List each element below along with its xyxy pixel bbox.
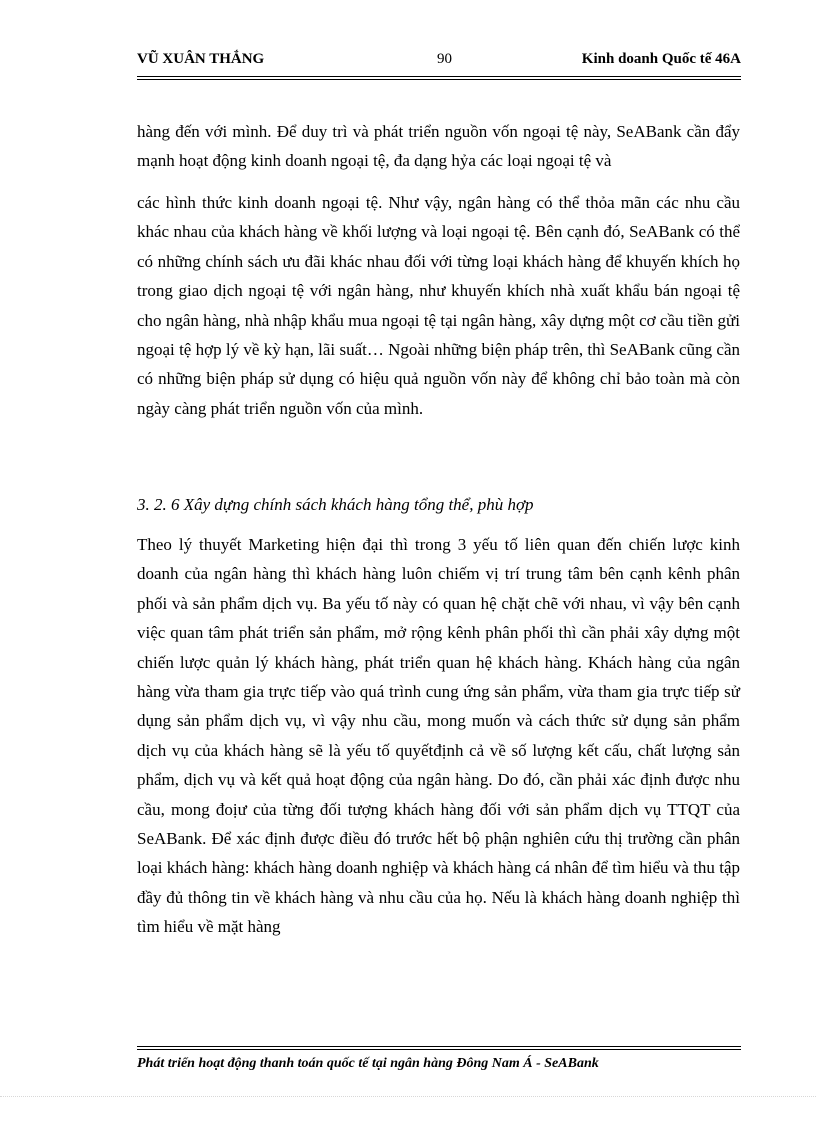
author-name: VŨ XUÂN THẮNG xyxy=(137,51,265,67)
page-number: 90 xyxy=(437,51,452,67)
section-heading: 3. 2. 6 Xây dựng chính sách khách hàng tổng thể, phù hợp xyxy=(137,495,534,514)
page-footer: Phát triển hoạt động thanh toán quốc tế tại ngân hàng Đông Nam Á - SeABank xyxy=(137,1056,599,1071)
header-divider xyxy=(137,76,741,80)
body-paragraph-1: hàng đến với mình. Để duy trì và phát triển nguồn vốn ngoại tệ này, SeABank cần đẩy mạnh hoạt động kinh doanh ngoại tệ, đa dạng hỷa các loại ngoại tệ và xyxy=(137,122,740,171)
page-header xyxy=(137,48,741,74)
body-paragraph-3: Theo lý thuyết Marketing hiện đại thì trong 3 yếu tố liên quan đến chiến lược kinh doanh của ngân hàng thì khách hàng luôn chiếm vị trí trung tâm bên cạnh kênh phân phối và sản phẩm dịch vụ. Ba yếu tố này có quan hệ chặt chẽ với nhau, vì vậy bên cạnh việc quan tâm phát triển sản phẩm, mở rộng kênh phân phối thì cần phải xây dựng một chiến lược quản lý khách hàng, phát triển quan hệ khách hàng. Khách hàng của ngân hàng vừa tham gia trực tiếp vào quá trình cung ứng sản phẩm, vừa tham gia trực tiếp sử dụng sản phẩm dịch vụ, vì vậy nhu cầu, mong muốn và cách thức sử dụng sản phẩm dịch vụ của khách hàng sẽ là yếu tố quyếtđịnh cả về số lượng kết cấu, chất lượng sản phẩm, dịch vụ và kết quả hoạt động của ngân hàng. Do đó, cần phải xác định được nhu cầu, mong đoịư của từng đối tượng khách hàng đối với sản phẩm dịch vụ TTQT của SeABank. Để xác định được điều đó trước hết bộ phận nghiên cứu thị trường cần phân loại khách hàng: khách hàng doanh nghiệp và khách hàng cá nhân để tìm hiểu và thu tập đầy đủ thông tin về khách hàng và nhu cầu của họ. Nếu là khách hàng doanh nghiệp thì tìm hiểu về mặt hàng xyxy=(137,535,740,937)
page-edge xyxy=(0,1096,816,1097)
footer-divider xyxy=(137,1046,741,1050)
body-paragraph-2: các hình thức kinh doanh ngoại tệ. Như vậy, ngân hàng có thể thỏa mãn các nhu cầu khác nhau của khách hàng về khối lượng và loại ngoại tệ. Bên cạnh đó, SeABank có thể có những chính sách ưu đãi khác nhau đối với từng loại khách hàng để khuyến khích họ trong giao dịch ngoại tệ với ngân hàng, như khuyến khích nhà xuất khẩu bán ngoại tệ cho ngân hàng, nhà nhập khẩu mua ngoại tệ tại ngân hàng, xây dựng một cơ cầu tiền gửi ngoại tệ hợp lý về kỳ hạn, lãi suất… Ngoài những biện pháp trên, thì SeABank cũng cần có những biện pháp sử dụng có hiệu quả nguồn vốn này để không chỉ bảo toàn mà còn ngày càng phát triển nguồn vốn của mình. xyxy=(137,193,740,418)
class-name: Kinh doanh Quốc tế 46A xyxy=(581,51,741,67)
